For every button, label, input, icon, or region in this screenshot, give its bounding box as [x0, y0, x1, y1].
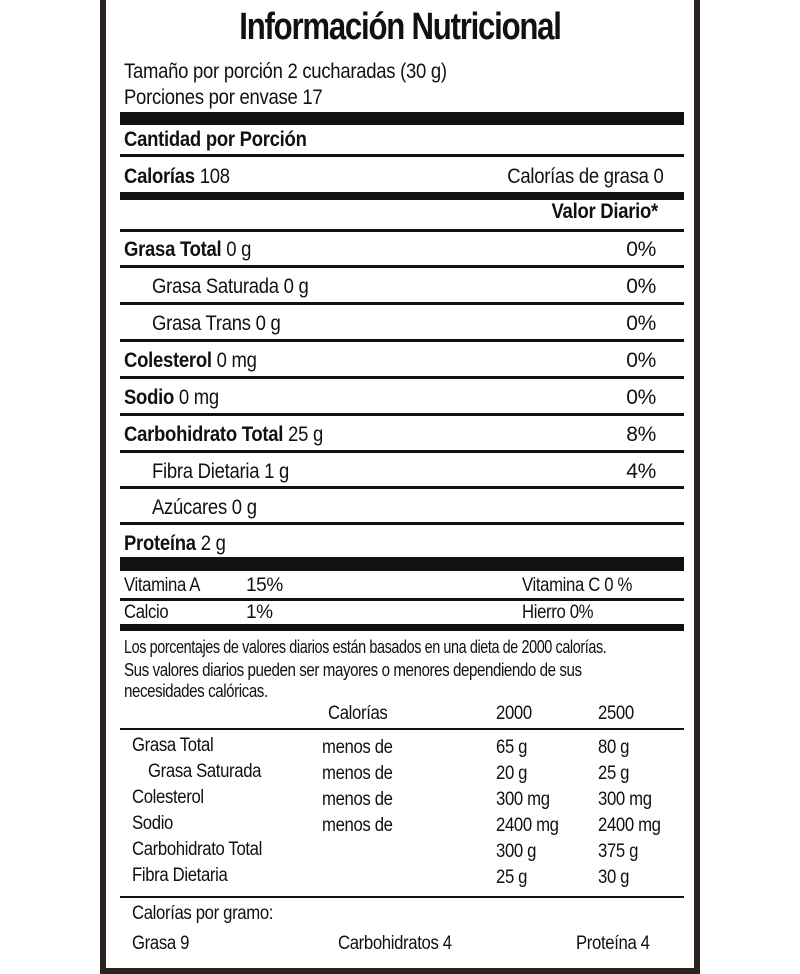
ref-value-2500: 80 g — [598, 737, 630, 758]
divider — [120, 339, 684, 342]
divider — [120, 598, 684, 601]
ref-value-2000: 300 mg — [496, 789, 550, 810]
ref-value-2000: 300 g — [496, 841, 537, 862]
ref-header-2500: 2500 — [598, 703, 634, 724]
amount-per-serving: Cantidad por Porción — [124, 128, 307, 151]
ref-qualifier: menos de — [322, 789, 393, 810]
servings-per-container: Porciones por envase 17 — [124, 86, 323, 109]
nutrition-label — [100, 0, 700, 974]
calcium-label: Calcio — [124, 602, 169, 623]
dv-fiber: 4% — [626, 460, 656, 483]
ref-value-2000: 2400 mg — [496, 815, 559, 836]
dv-total-carbs: 8% — [626, 423, 656, 446]
dv-cholesterol: 0% — [626, 349, 656, 372]
daily-value-header: Valor Diario* — [551, 200, 658, 223]
divider — [120, 229, 684, 232]
thick-divider — [120, 192, 684, 200]
dv-sodium: 0% — [626, 386, 656, 409]
nutrient-row-trans-fat: Grasa Trans 0 g — [152, 312, 281, 335]
ref-value-2500: 300 mg — [598, 789, 652, 810]
divider — [120, 728, 684, 730]
ref-value-2000: 25 g — [496, 867, 528, 888]
vitamin-c: Vitamina C 0 % — [522, 575, 632, 596]
calcium-value: 1% — [246, 602, 273, 623]
ref-value-2500: 375 g — [598, 841, 639, 862]
ref-value-2000: 65 g — [496, 737, 528, 758]
calories-row: Calorías 108 — [124, 165, 230, 188]
footnote-line: Los porcentajes de valores diarios están basados en una dieta de 2000 calorías. — [124, 637, 607, 657]
divider — [120, 302, 684, 305]
dv-saturated-fat: 0% — [626, 275, 656, 298]
thick-divider — [120, 624, 684, 631]
table-row: Sodio — [132, 813, 174, 834]
divider — [120, 896, 684, 898]
nutrient-row-fiber: Fibra Dietaria 1 g — [152, 460, 290, 483]
dv-trans-fat: 0% — [626, 312, 656, 335]
per-gram-protein: Proteína 4 — [576, 933, 650, 954]
divider — [120, 154, 684, 157]
divider — [120, 413, 684, 416]
nutrient-row-total-carbs: Carbohidrato Total 25 g — [124, 423, 323, 446]
ref-value-2500: 30 g — [598, 867, 630, 888]
nutrient-row-sugars: Azúcares 0 g — [152, 496, 257, 519]
fat-calories: Calorías de grasa 0 — [507, 165, 664, 188]
nutrient-row-saturated-fat: Grasa Saturada 0 g — [152, 275, 309, 298]
per-gram-fat: Grasa 9 — [132, 933, 190, 954]
table-row: Carbohidrato Total — [132, 839, 262, 860]
dv-total-fat: 0% — [626, 238, 656, 261]
divider — [120, 486, 684, 489]
serving-size: Tamaño por porción 2 cucharadas (30 g) — [124, 60, 447, 83]
per-gram-carbs: Carbohidratos 4 — [338, 933, 452, 954]
table-row: Fibra Dietaria — [132, 865, 228, 886]
table-row: Colesterol — [132, 787, 204, 808]
thick-divider — [120, 557, 684, 571]
divider — [120, 450, 684, 453]
vitamin-a-value: 15% — [246, 575, 283, 596]
divider — [120, 265, 684, 268]
ref-value-2500: 25 g — [598, 763, 630, 784]
table-row: Grasa Saturada — [148, 761, 262, 782]
iron: Hierro 0% — [522, 602, 594, 623]
thick-divider — [120, 112, 684, 125]
nutrient-row-protein: Proteína 2 g — [124, 532, 226, 555]
ref-qualifier: menos de — [322, 737, 393, 758]
calories-per-gram-label: Calorías por gramo: — [132, 903, 274, 924]
ref-value-2500: 2400 mg — [598, 815, 661, 836]
table-row: Grasa Total — [132, 735, 214, 756]
footnote-line: necesidades calóricas. — [124, 681, 268, 701]
nutrient-row-total-fat: Grasa Total 0 g — [124, 238, 252, 261]
label-title: Información Nutricional — [239, 6, 561, 48]
ref-qualifier: menos de — [322, 815, 393, 836]
ref-header-calories: Calorías — [328, 703, 388, 724]
ref-header-2000: 2000 — [496, 703, 532, 724]
divider — [120, 522, 684, 525]
ref-value-2000: 20 g — [496, 763, 528, 784]
vitamin-a-label: Vitamina A — [124, 575, 201, 596]
ref-qualifier: menos de — [322, 763, 393, 784]
footnote-line: Sus valores diarios pueden ser mayores o menores dependiendo de sus — [124, 660, 582, 680]
nutrient-row-cholesterol: Colesterol 0 mg — [124, 349, 257, 372]
divider — [120, 376, 684, 379]
nutrient-row-sodium: Sodio 0 mg — [124, 386, 219, 409]
